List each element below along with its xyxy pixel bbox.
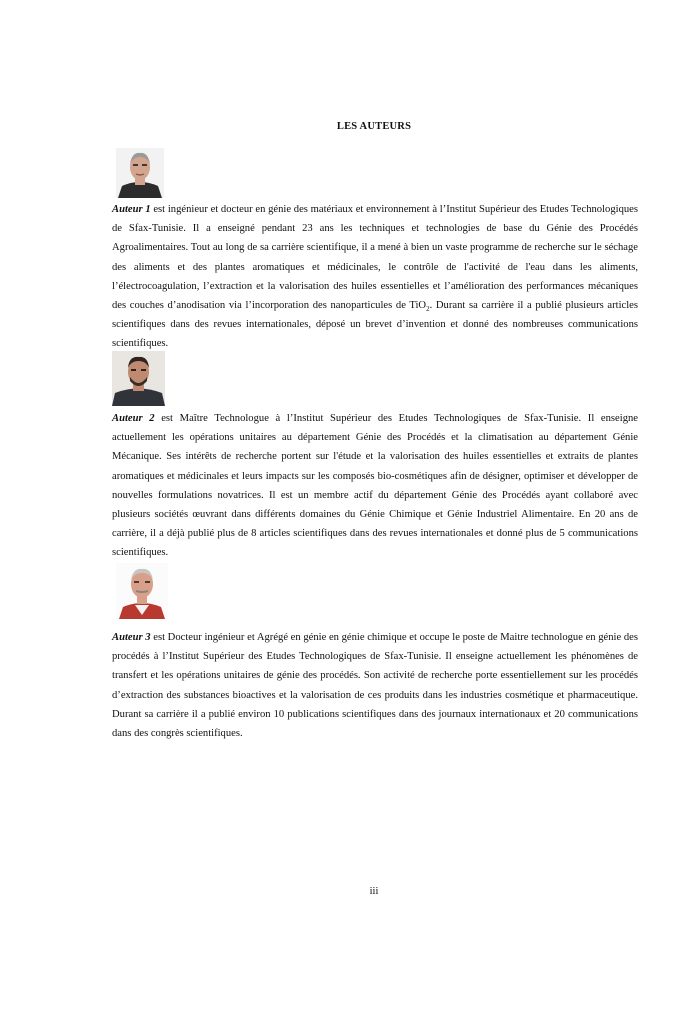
author-1-text-end: . Durant sa carrière il a publié plusieurs articles scientifiques dans des revues internationales, déposé un brevet d’invention et donné des nombreuses communications scientifiques. <box>112 300 638 350</box>
author-1-bio <box>112 200 638 354</box>
author-3-portrait <box>116 563 168 619</box>
author-2-photo <box>112 351 165 406</box>
author-1-portrait <box>116 148 164 198</box>
author-2-bio <box>112 409 638 563</box>
author-3-label: Auteur 3 <box>112 632 151 643</box>
author-2-label: Auteur 2 <box>112 413 155 424</box>
page-title: LES AUTEURS <box>336 121 412 132</box>
author-3-bio <box>112 628 638 743</box>
author-3-photo <box>116 563 168 619</box>
author-1-label: Auteur 1 <box>112 204 151 215</box>
author-2-portrait <box>112 351 165 406</box>
author-1-subscript: 2 <box>426 305 430 314</box>
author-3-text: est Docteur ingénieur et Agrégé en génie en génie chimique et occupe le poste de Maitre technologue en génie des procédés à l’Institut Supérieur des Etudes Technologiques de Sfax-Tunisie. Il enseigne actuellement les phénomènes de transfert et les opérations unitaires de génie des procédés. Son activité de recherche porte essentiellement sur les procédés d’extraction des substances bioactives et la valorisation de ces produits dans les industries cosmétique et pharmaceutique. Durant sa carrière il a publié environ 10 publications scientifiques dans des journaux internationaux et 20 communications dans des congrès scientifiques. <box>112 632 638 740</box>
page-number: iii <box>369 886 379 897</box>
author-1-photo <box>116 148 164 198</box>
author-2-text: est Maître Technologue à l’Institut Supérieur des Etudes Technologiques de Sfax-Tunisie. Il enseigne actuellement les opérations unitaires au département Génie des Procédés et la climatisation au département Génie Mécanique. Ses intérêts de recherche portent sur l'étude et la valorisation des huiles essentielles et extraits de plantes aromatiques et médicinales et leurs impacts sur les composés bio-cosmétiques afin de désigner, optimiser et développer de nouvelles formulations novatrices. Il est un membre actif du département Génie des Procédés ayant collaboré avec plusieurs sociétés œuvrant dans différents domaines du Génie Chimique et Génie Industriel Alimentaire. En 20 ans de carrière, il a déjà publié plus de 8 articles scientifiques dans des revues internationales et donné plus de 5 communications scientifiques. <box>112 413 638 559</box>
author-1-text: est ingénieur et docteur en génie des matériaux et environnement à l’Institut Supérieur des Etudes Technologiques de Sfax-Tunisie. Il a enseigné pendant 23 ans les techniques et technologies de base du Génie des Procédés Agroalimentaires. Tout au long de sa carrière scientifique, il a mené à bien un vaste programme de recherche sur le séchage des aliments et des plantes aromatiques et médicinales, le contrôle de l'activité de l'eau dans les aliments, l’électrocoagulation, l’extraction et la valorisation des huiles essentielles et l’amélioration des performances mécaniques des couches d’anodisation via l’incorporation des nanoparticules de TiO <box>112 204 638 312</box>
